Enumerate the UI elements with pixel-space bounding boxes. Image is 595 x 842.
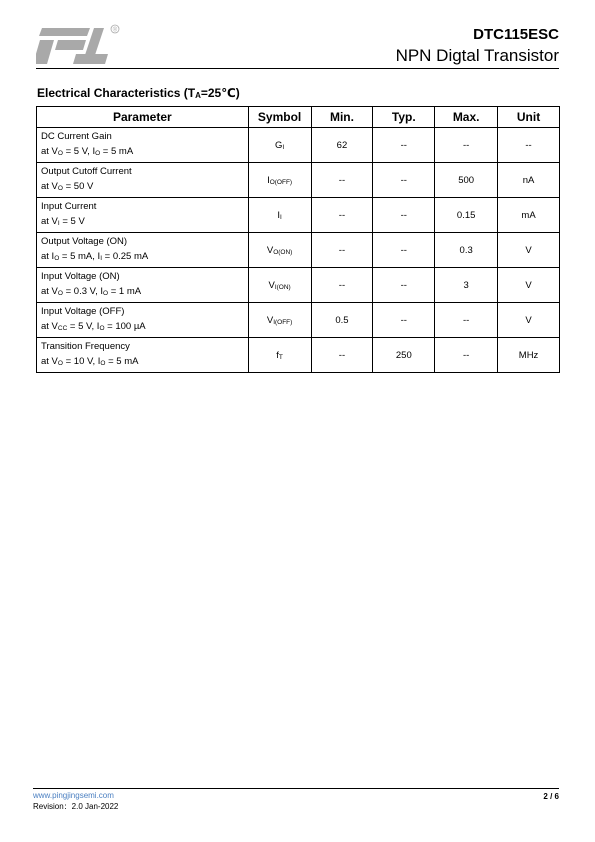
- test-condition: at $V_O = 0.3$ V, $I_O = 1$ mA: [41, 286, 142, 297]
- test-condition: at $V_O = 50$ V: [41, 181, 94, 192]
- parameter-name: Transition Frequency: [41, 341, 130, 352]
- unit-cell: MHz: [498, 338, 560, 373]
- unit-cell: mA: [498, 198, 560, 233]
- symbol-cell: $V_{I(ON)}$: [248, 268, 311, 303]
- unit-cell: --: [498, 128, 560, 163]
- parameter-cell: [37, 338, 249, 373]
- min-value: 0.5: [311, 303, 373, 338]
- test-condition: at $V_O = 10$ V, $I_O = 5$ mA: [41, 356, 139, 367]
- parameter-name: Output Cutoff Current: [41, 166, 132, 177]
- typ-value: --: [373, 233, 435, 268]
- unit-cell: V: [498, 303, 560, 338]
- max-value: --: [435, 338, 498, 373]
- parameter-name: Input Current: [41, 201, 97, 212]
- unit-cell: V: [498, 268, 560, 303]
- column-header: Min.: [311, 107, 373, 128]
- symbol-cell: $G_I$: [248, 128, 311, 163]
- column-header: Typ.: [373, 107, 435, 128]
- typ-value: --: [373, 303, 435, 338]
- table-row: [37, 128, 560, 163]
- column-header: Parameter: [37, 107, 249, 128]
- section-title: Electrical Characteristics $(T_A=25℃)$: [37, 86, 240, 100]
- table-row: [37, 338, 560, 373]
- parameter-name: DC Current Gain: [41, 131, 112, 142]
- column-header: Unit: [498, 107, 560, 128]
- symbol-cell: $I_I$: [248, 198, 311, 233]
- parameter-cell: [37, 268, 249, 303]
- min-value: --: [311, 163, 373, 198]
- parameter-name: Output Voltage (ON): [41, 236, 128, 247]
- revision-text: Revision：2.0 Jan-2022: [33, 802, 119, 811]
- min-value: --: [311, 338, 373, 373]
- registered-mark: ®: [112, 27, 118, 34]
- footer-divider: [33, 788, 559, 789]
- parameter-cell: [37, 163, 249, 198]
- parameter-cell: [37, 303, 249, 338]
- symbol-cell: $V_{O(ON)}$: [248, 233, 311, 268]
- parameter-cell: [37, 198, 249, 233]
- header-divider: [36, 68, 559, 69]
- table-header-row: [37, 107, 560, 128]
- max-value: --: [435, 303, 498, 338]
- column-header: Max.: [435, 107, 498, 128]
- min-value: --: [311, 268, 373, 303]
- table-row: [37, 163, 560, 198]
- part-number: DTC115ESC: [473, 26, 559, 43]
- part-description: NPN Digtal Transistor: [395, 46, 559, 65]
- test-condition: at $I_O = 5$ mA, $I_I = 0.25$ mA: [41, 251, 149, 262]
- max-value: --: [435, 128, 498, 163]
- table-row: [37, 233, 560, 268]
- min-value: --: [311, 198, 373, 233]
- website-link[interactable]: www.pingjingsemi.com: [33, 791, 114, 800]
- typ-value: --: [373, 198, 435, 233]
- table-row: [37, 198, 560, 233]
- min-value: 62: [311, 128, 373, 163]
- parameter-name: Input Voltage (ON): [41, 271, 120, 282]
- max-value: 0.15: [435, 198, 498, 233]
- table-row: [37, 268, 560, 303]
- symbol-cell: $I_{O(OFF)}$: [248, 163, 311, 198]
- column-header: Symbol: [248, 107, 311, 128]
- min-value: --: [311, 233, 373, 268]
- max-value: 0.3: [435, 233, 498, 268]
- parameter-cell: [37, 128, 249, 163]
- test-condition: at $V_O = 5$ V, $I_O = 5$ mA: [41, 146, 134, 157]
- max-value: 500: [435, 163, 498, 198]
- symbol-cell: $f_T$: [248, 338, 311, 373]
- unit-cell: V: [498, 233, 560, 268]
- electrical-characteristics-table: [36, 106, 560, 373]
- test-condition: at $V_I = 5$ V: [41, 216, 85, 227]
- typ-value: --: [373, 128, 435, 163]
- test-condition: at $V_{CC} = 5$ V, $I_O = 100$ µA: [41, 321, 146, 332]
- page-number: 2 / 6: [543, 792, 559, 801]
- table-row: [37, 303, 560, 338]
- max-value: 3: [435, 268, 498, 303]
- company-logo-icon: [36, 24, 124, 66]
- symbol-cell: $V_{I(OFF)}$: [248, 303, 311, 338]
- typ-value: --: [373, 163, 435, 198]
- typ-value: --: [373, 268, 435, 303]
- typ-value: 250: [373, 338, 435, 373]
- parameter-name: Input Voltage (OFF): [41, 306, 125, 317]
- parameter-cell: [37, 233, 249, 268]
- unit-cell: nA: [498, 163, 560, 198]
